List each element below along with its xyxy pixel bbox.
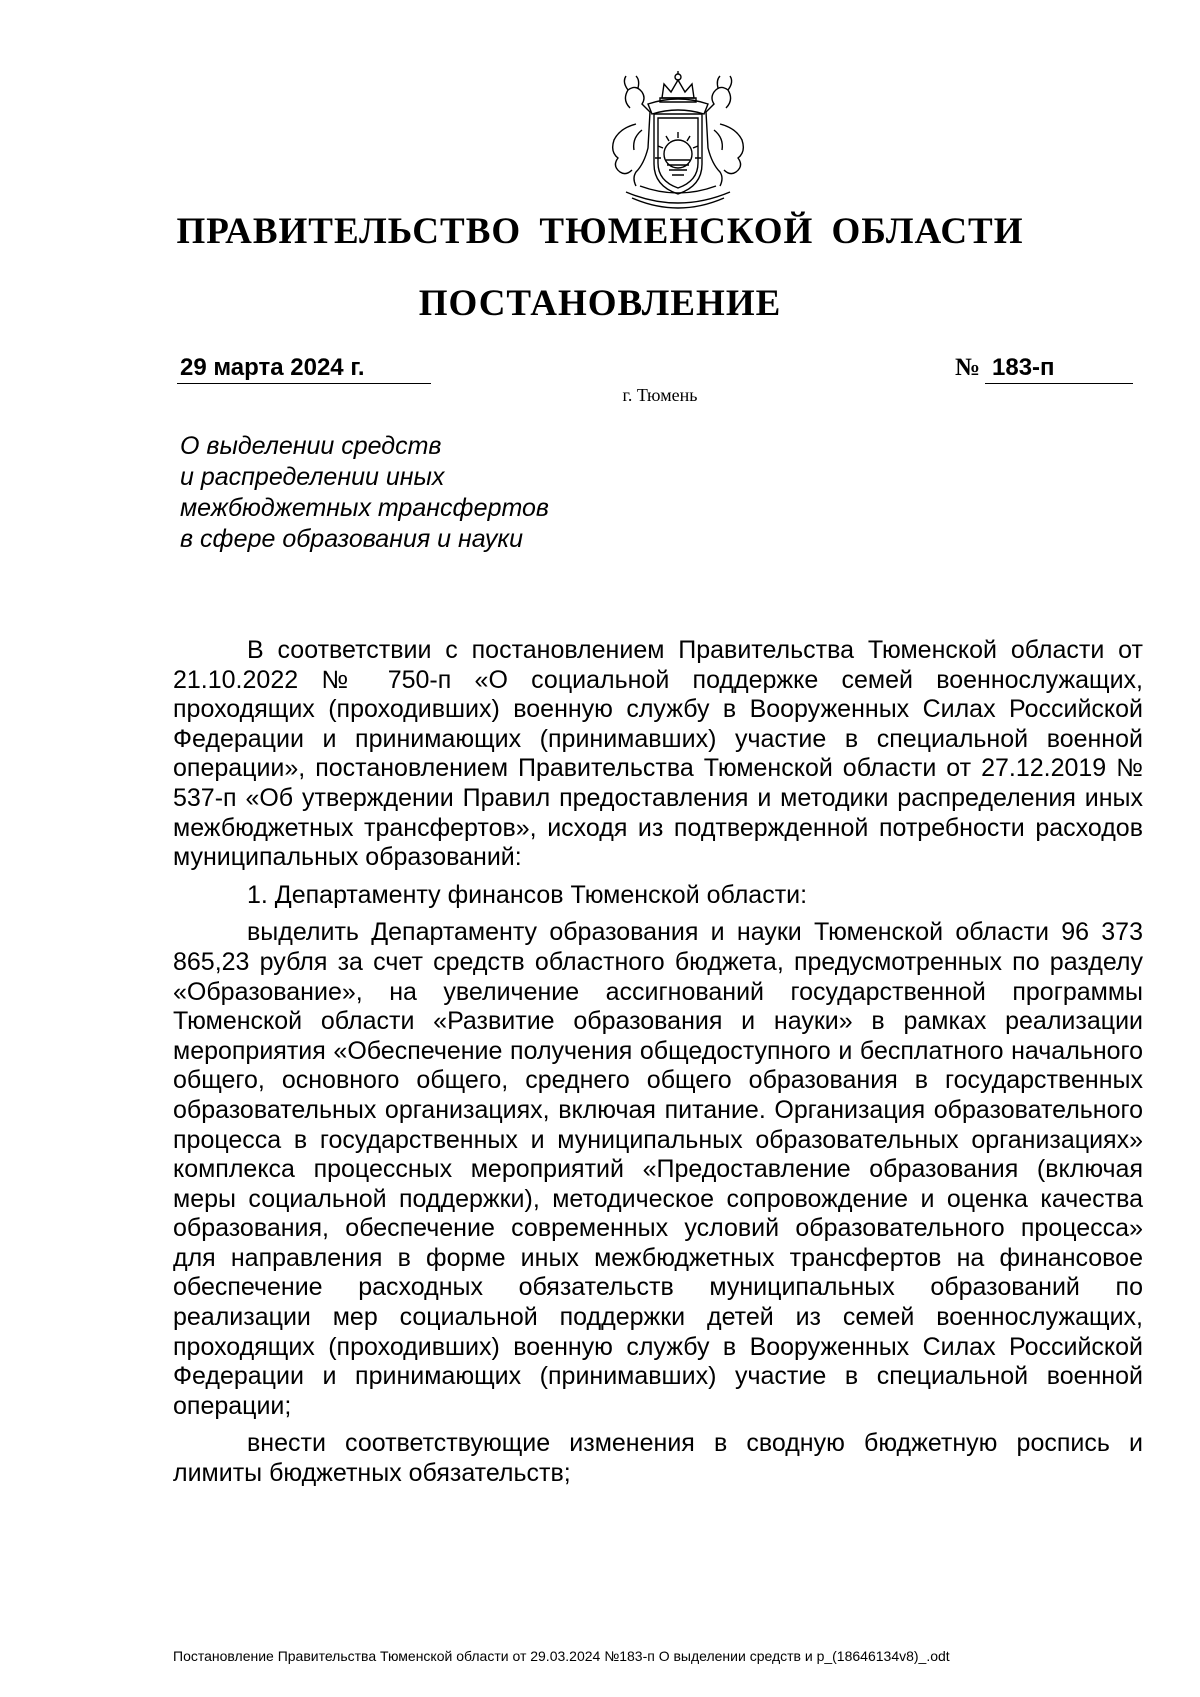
subject-line: межбюджетных трансфертов [180,494,549,522]
number-sign: № [955,354,981,381]
government-title: ПРАВИТЕЛЬСТВО ТЮМЕНСКОЙ ОБЛАСТИ [176,211,1024,252]
date-field [177,354,431,384]
document-subject [180,431,549,555]
subject-line: и распределении иных [180,463,445,491]
number-field [985,354,1133,384]
document-date: 29 марта 2024 г. [180,354,365,381]
coat-of-arms-icon [592,68,764,212]
document-body [173,636,1143,1489]
body-paragraph: 1. Департаменту финансов Тюменской области: [247,880,808,909]
body-paragraph: В соответствии с постановлением Правительства Тюменской области от 21.10.2022 № 750-п «О социальной поддержке семей военнослужащих, проходящих (проходивших) военную службу в Вооруженных Силах Российской Федерации и принимающих (принимавших) участие в специальной военной операции», постановлением Правительства Тюменской области от 27.12.2019 № 537-п «Об утверждении Правил предоставления и методики распределения иных межбюджетных трансфертов», исходя из подтвержденной потребности расходов муниципальных образований: [173,636,1143,872]
page-footer: Постановление Правительства Тюменской области от 29.03.2024 №183-п О выделении средств и р_(18646134v8)_.odt [173,1648,950,1664]
body-paragraph: выделить Департаменту образования и науки Тюменской области 96 373 865,23 рубля за счет средств областного бюджета, предусмотренных по разделу «Образование», на увеличение ассигнований государственной программы Тюменской области «Развитие образования и науки» в рамках реализации мероприятия «Обеспечение получения общедоступного и бесплатного начального общего, основного общего, среднего общего образования в государственных образовательных организациях, включая питание. Организация образовательного процесса в государственных и муниципальных образовательных организациях» комплекса процессных мероприятий «Предоставление образования (включая меры социальной поддержки), методическое сопровождение и оценка качества образования, обеспечение современных условий образовательного процесса» для направления в форме иных межбюджетных трансфертов на финансовое обеспечение расходных обязательств муниципальных образований по реализации мер социальной поддержки детей из семей военнослужащих, проходящих (проходивших) военную службу в Вооруженных Силах Российской Федерации и принимающих (принимавших) участие в специальной военной операции; [173,918,1143,1420]
subject-line: О выделении средств [180,432,442,460]
city-label: г. Тюмень [622,385,698,405]
body-paragraph: внести соответствующие изменения в сводную бюджетную роспись и лимиты бюджетных обязательств; [173,1429,1143,1488]
document-type: ПОСТАНОВЛЕНИЕ [418,283,782,324]
document-number: 183-п [992,354,1055,381]
subject-line: в сфере образования и науки [180,525,524,553]
